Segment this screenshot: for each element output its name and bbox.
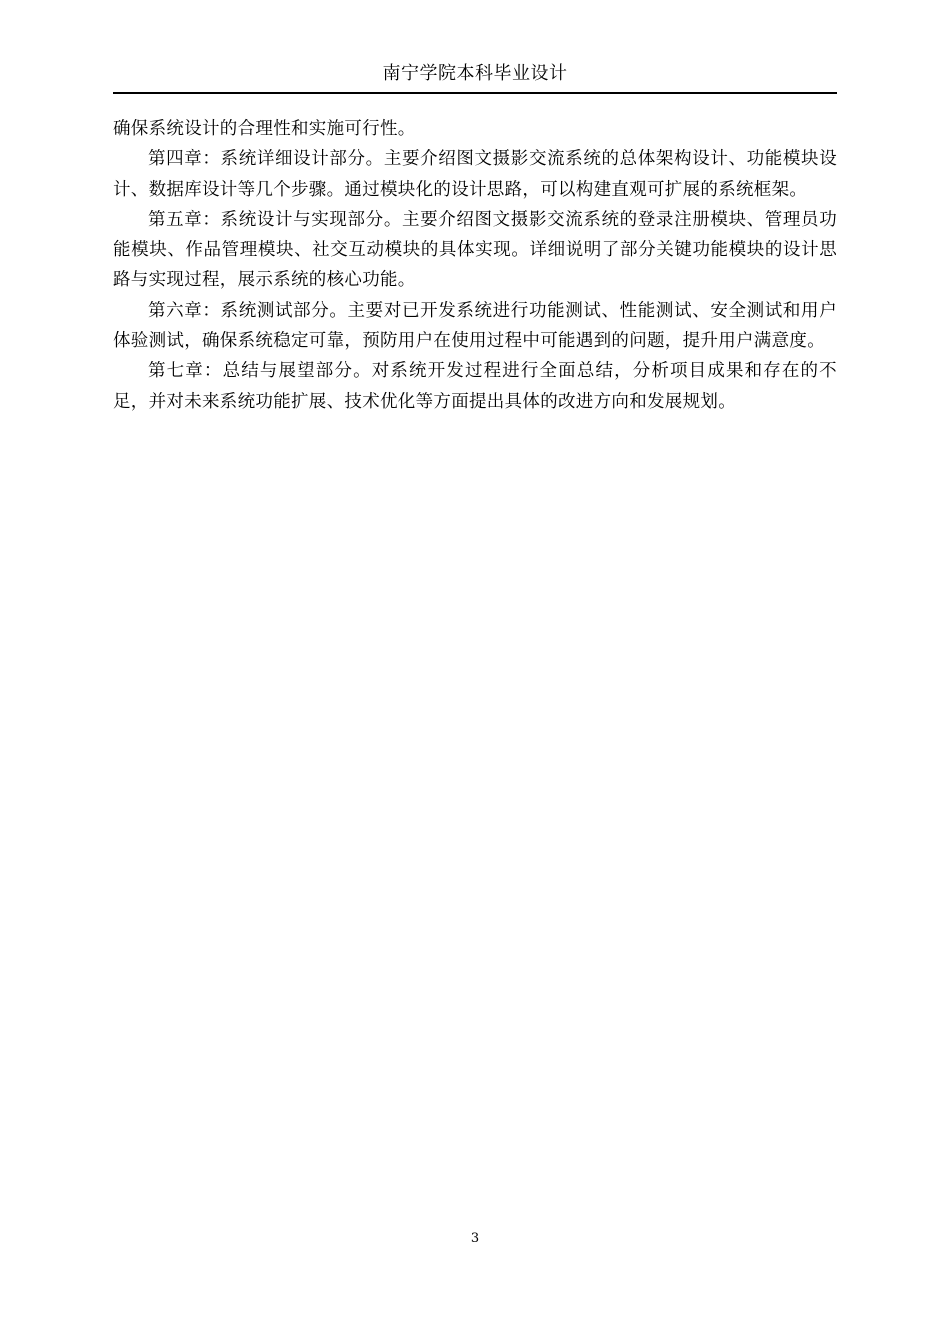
paragraph-chapter-4: 第四章：系统详细设计部分。主要介绍图文摄影交流系统的总体架构设计、功能模块设计、数据库设计等几个步骤。通过模块化的设计思路，可以构建直观可扩展的系统框架。 [113, 149, 837, 200]
paragraph-chapter-7: 第七章：总结与展望部分。对系统开发过程进行全面总结，分析项目成果和存在的不足，并对未来系统功能扩展、技术优化等方面提出具体的改进方向和发展规划。 [113, 361, 837, 412]
paragraph-chapter-6: 第六章：系统测试部分。主要对已开发系统进行功能测试、性能测试、安全测试和用户体验测试，确保系统稳定可靠，预防用户在使用过程中可能遇到的问题，提升用户满意度。 [113, 300, 837, 352]
document-body [113, 114, 837, 417]
paragraph-chapter-5: 第五章：系统设计与实现部分。主要介绍图文摄影交流系统的登录注册模块、管理员功能模块、作品管理模块、社交互动模块的具体实现。详细说明了部分关键功能模块的设计思路与实现过程，展示系统的核心功能。 [113, 209, 837, 291]
header-title: 南宁学院本科毕业设计 [382, 63, 568, 84]
page-header [113, 62, 837, 94]
paragraph-continuation: 确保系统设计的合理性和实施可行性。 [113, 119, 416, 139]
page-number: 3 [470, 1231, 480, 1246]
